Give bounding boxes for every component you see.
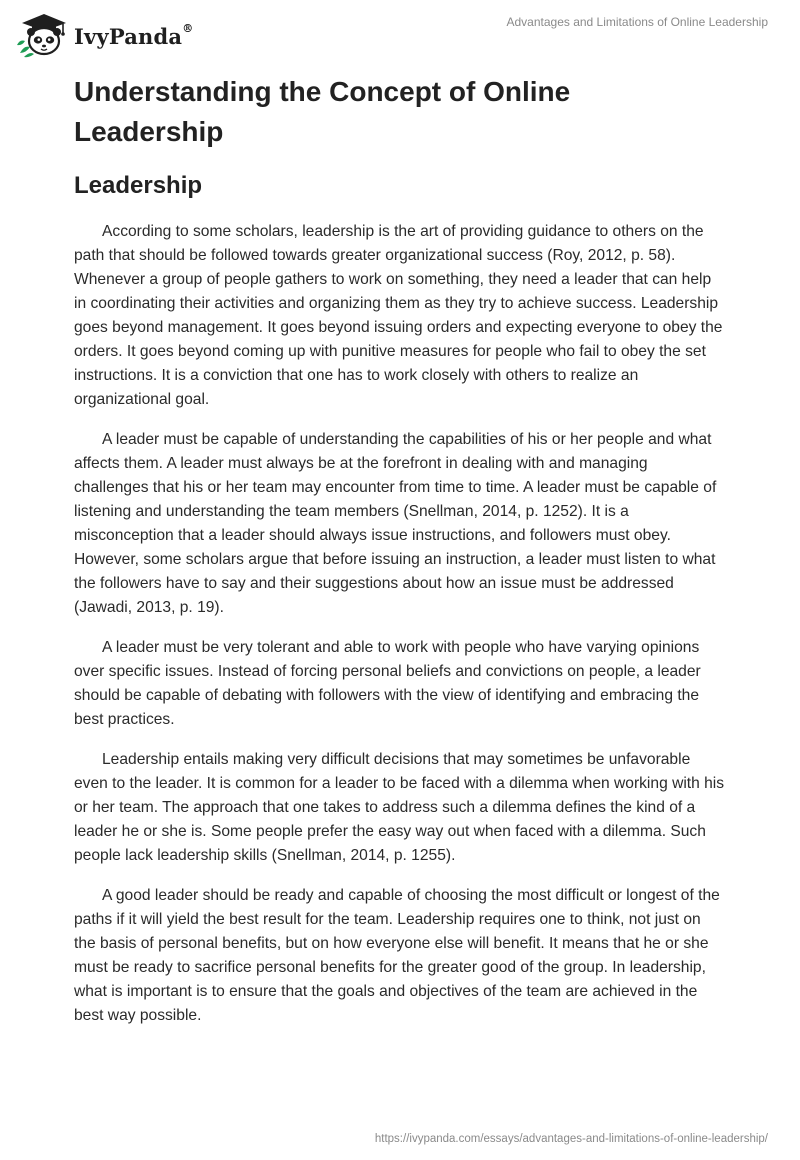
source-url-link[interactable]: https://ivypanda.com/essays/advantages-and-limitations-of-online-leadership/	[374, 1133, 768, 1145]
registered-mark: ®	[182, 21, 194, 35]
article-body	[74, 72, 726, 1044]
ivypanda-logo[interactable]	[14, 9, 193, 59]
paragraph-4: Leadership entails making very difficult decisions that may sometimes be unfavorable even to the leader. It is common for a leader to be faced with a dilemma when working with his or her team. The approach that one takes to address such a dilemma defines the kind of a leader he or she is. Some people prefer the easy way out when faced with a dilemma. Such people lack leadership skills (Snellman, 2014, p. 1255).	[74, 751, 725, 864]
panda-graduate-logo-icon	[14, 9, 70, 59]
running-title: Advantages and Limitations of Online Leadership	[506, 15, 768, 29]
brand-name: IvyPanda®	[74, 21, 194, 49]
paragraph-1: According to some scholars, leadership is the art of providing guidance to others on the path that should be followed towards greater organizational success (Roy, 2012, p. 58). Whenever a group of people gathers to work on something, they need a leader that can help in coordinating their activities and organizing them as they try to achieve success. Leadership goes beyond management. It goes beyond issuing orders and expecting everyone to obey the orders. It goes beyond coming up with punitive measures for people who fail to obey the set instructions. It is a conviction that one has to work closely with others to realize an organizational goal.	[74, 223, 723, 408]
article-title: Understanding the Concept of Online Leadership	[74, 76, 571, 147]
paragraph-3: A leader must be very tolerant and able to work with people who have varying opinions over specific issues. Instead of forcing personal beliefs and convictions on people, a leader should be capable of debating with followers with the view of identifying and embracing the best practices.	[74, 639, 701, 728]
paragraph-2: A leader must be capable of understanding the capabilities of his or her people and what affects them. A leader must always be at the forefront in dealing with and managing challenges that his or her team may encounter from time to time. A leader must be capable of listening and understanding the team members (Snellman, 2014, p. 1252). It is a misconception that a leader should always issue instructions, and followers must obey. However, some scholars argue that before issuing an instruction, a leader must listen to what the followers have to say and their suggestions about how an issue must be addressed (Jawadi, 2013, p. 19).	[74, 431, 717, 616]
section-heading: Leadership	[74, 172, 203, 199]
paragraph-5: A good leader should be ready and capable of choosing the most difficult or longest of the paths if it will yield the best result for the team. Leadership requires one to think, not just on the basis of personal benefits, but on how everyone else will benefit. It means that he or she must be ready to sacrifice personal benefits for the greater good of the group. In leadership, what is important is to ensure that the goals and objectives of the team are achieved in the best way possible.	[74, 887, 720, 1024]
page-header	[0, 0, 800, 60]
